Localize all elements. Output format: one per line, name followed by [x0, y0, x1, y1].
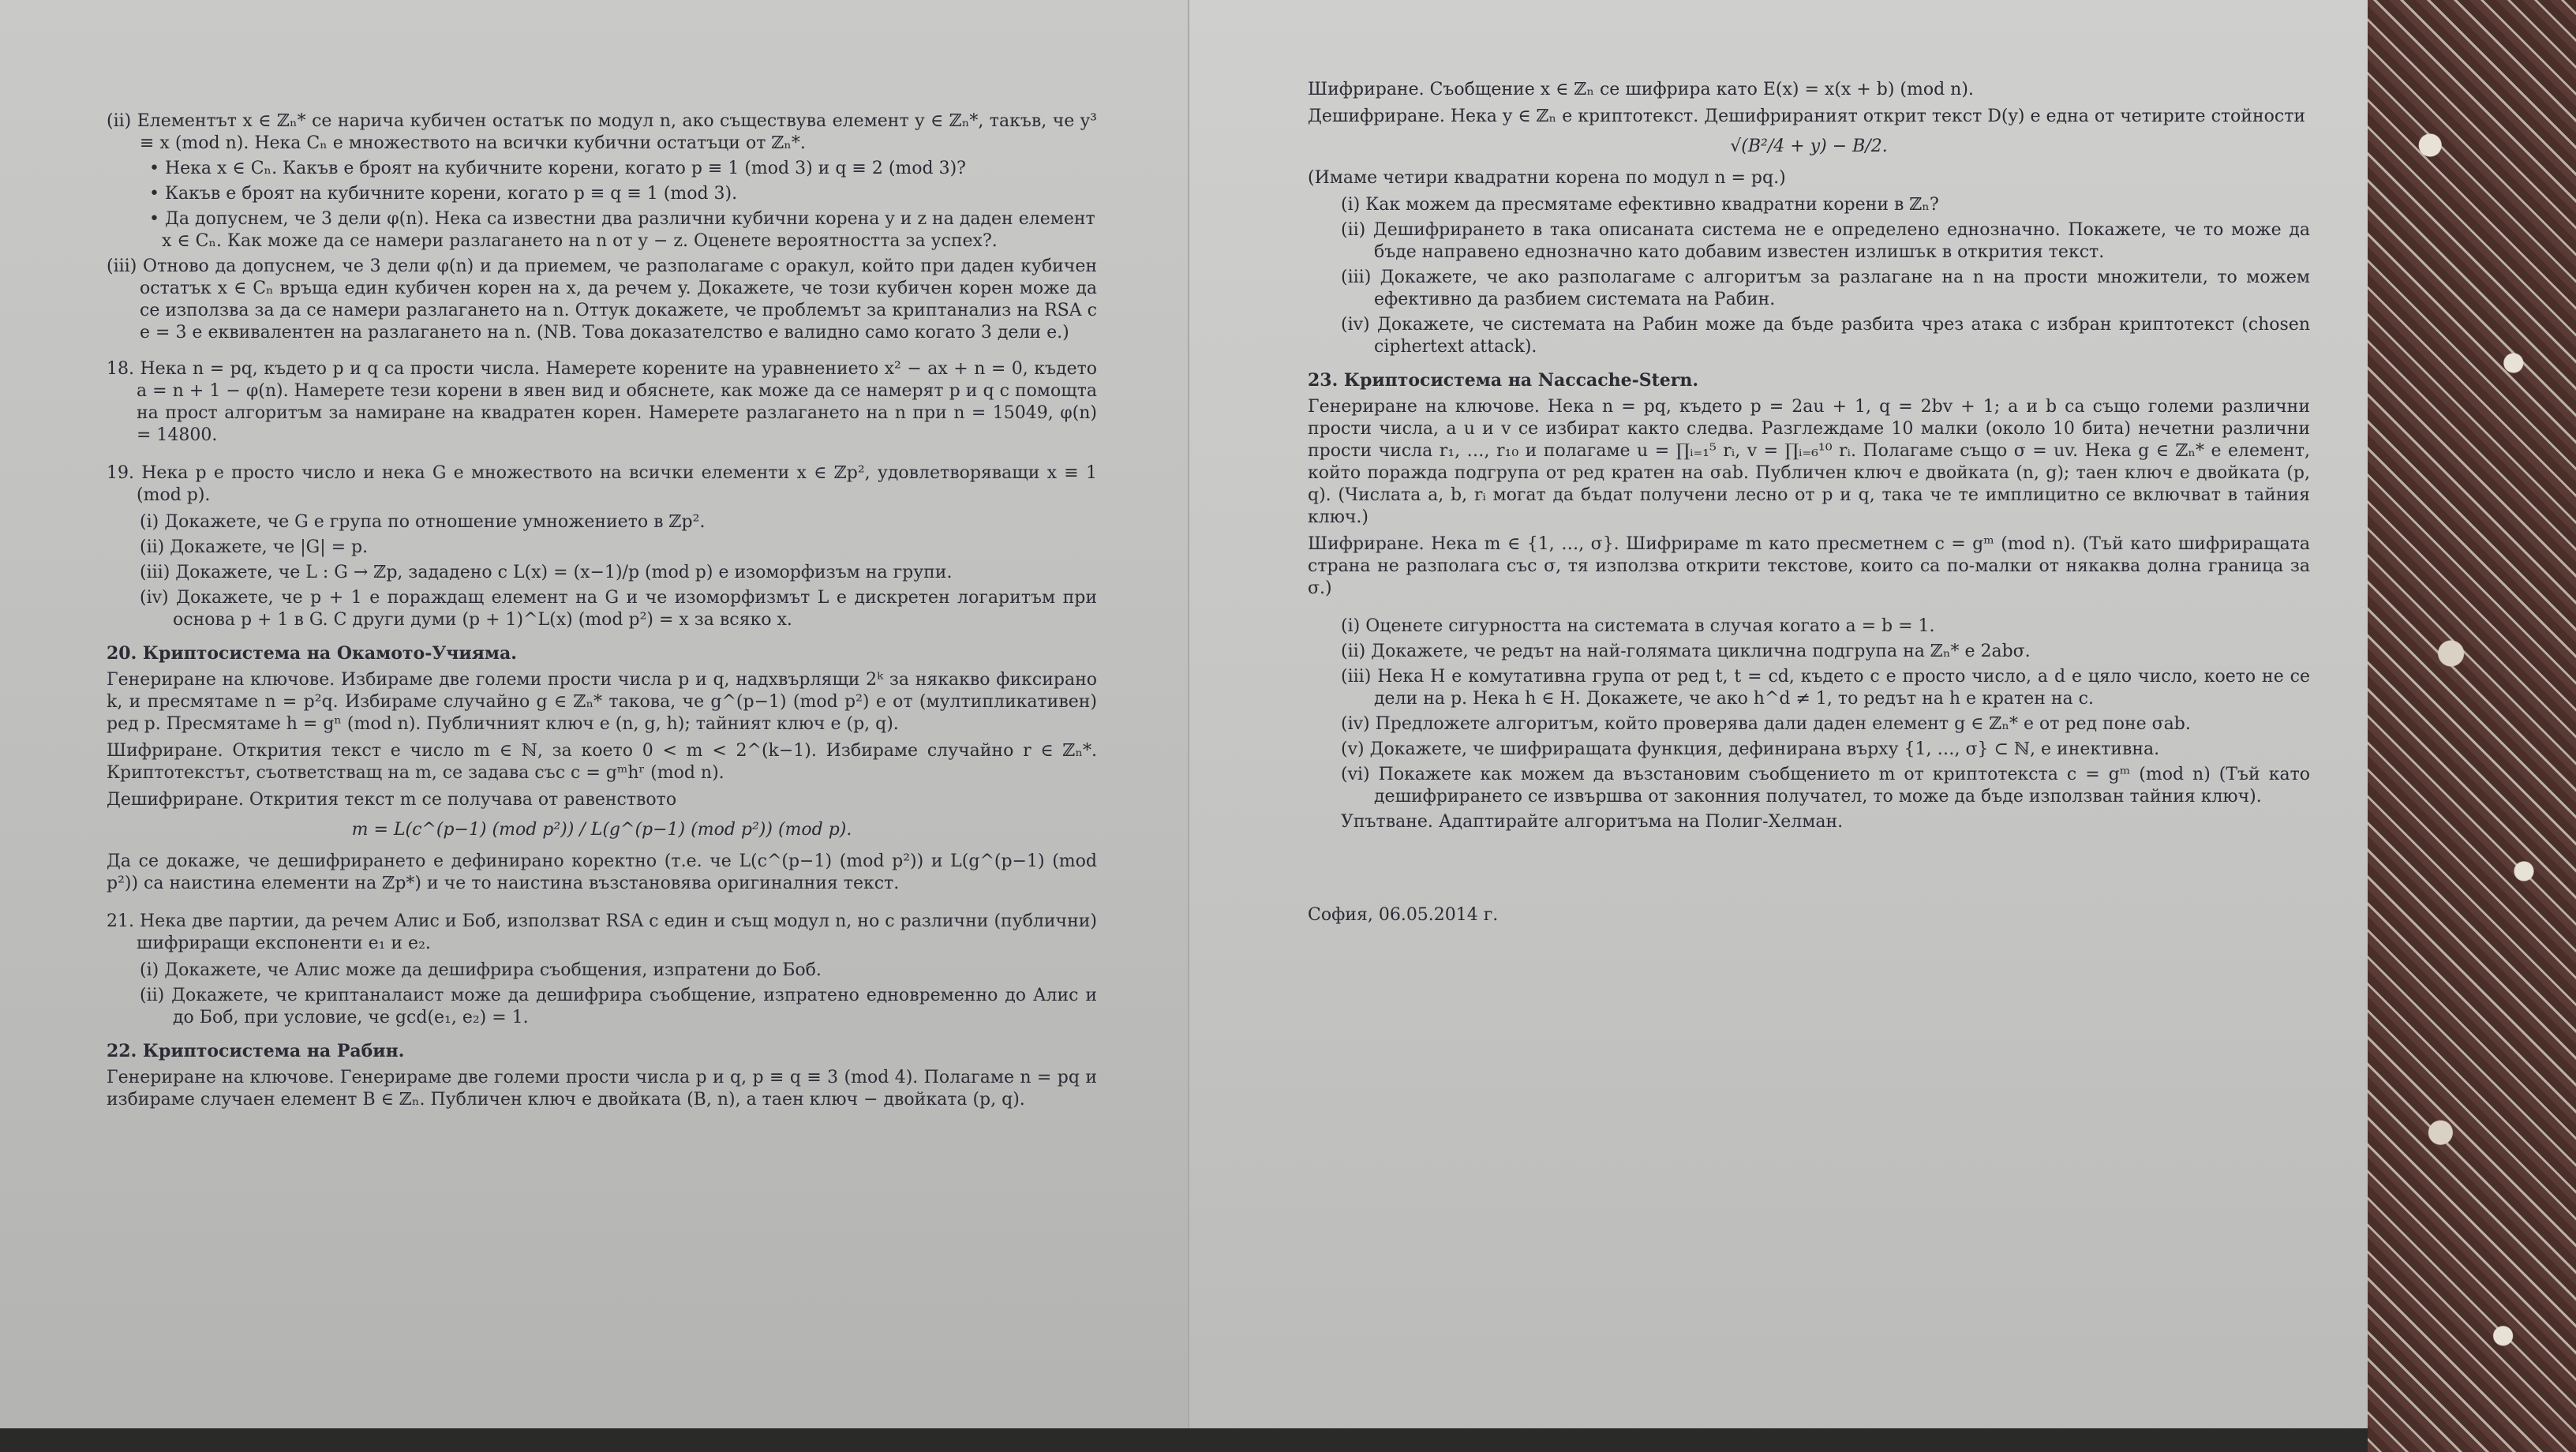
problem-20-keygen: Генериране на ключове. Избираме две големи прости числа p и q, надхвърлящи 2ᵏ за някакво фиксирано k, и пресмятаме n = p²q. Избираме случайно g ∈ ℤₙ* такова, че g^(p−1) (mod p²) е от (мултипликативен) ред p. Пресмятаме h = gⁿ (mod n). Публичният ключ е (n, g, h); тайният ключ е (p, q). — [107, 670, 1097, 734]
problem-23-hint: Упътване. Адаптирайте алгоритъма на Полиг-Хелман. — [1341, 812, 1844, 832]
problem-20-decryption: Дешифриране. Открития текст m се получава от равенството — [107, 790, 677, 810]
problem-22-iv: (iv) Докажете, че системата на Рабин може да бъде разбита чрез атака с избран криптотекст (chosen ciphertext attack). — [1341, 315, 2310, 357]
problem-23-i: (i) Оценете сигурността на системата в случая когато a = b = 1. — [1341, 616, 1935, 636]
rabin-decryption: Дешифриране. Нека y ∈ ℤₙ е криптотекст. Дешифрираният открит текст D(y) е една от четирите стойности — [1308, 107, 2306, 126]
problem-22-title: 22. Криптосистема на Рабин. — [107, 1041, 405, 1061]
problem-23-v: (v) Докажете, че шифриращата функция, дефинирана върху {1, …, σ} ⊂ ℕ, е инективна. — [1341, 739, 2160, 759]
left-page — [0, 0, 1188, 1444]
rabin-note: (Имаме четири квадратни корена по модул n = pq.) — [1308, 168, 1786, 188]
bullet-3: • Да допуснем, че 3 дели φ(n). Нека са известни два различни кубични корена y и z на даден елемент x ∈ Cₙ. Как може да се намери разлагането на n от y − z. Оценете вероятността за успех?. — [149, 209, 1095, 251]
document-date: София, 06.05.2014 г. — [1308, 905, 1499, 925]
right-column — [1308, 79, 2310, 931]
right-page — [1188, 0, 2369, 1444]
problem-22-i: (i) Как можем да пресмятаме ефективно квадратни корени в ℤₙ? — [1341, 195, 1939, 215]
problem-23-ii: (ii) Докажете, че редът на най-голямата циклична подгрупа на ℤₙ* е 2abσ. — [1341, 642, 2031, 661]
problem-22-keygen: Генериране на ключове. Генерираме две големи прости числа p и q, p ≡ q ≡ 3 (mod 4). Полагаме n = pq и избираме случаен елемент B ∈ ℤₙ. Публичен ключ е двойката (B, n), а таен ключ − двойката (p, q). — [107, 1068, 1097, 1110]
problem-23-title: 23. Криптосистема на Naccache-Stern. — [1308, 370, 1699, 391]
rabin-formula: √(B²/4 + y) − B/2. — [1730, 137, 1888, 156]
subitem-ii: (ii) Елементът x ∈ ℤₙ* се нарича кубичен остатък по модул n, ако съществува елемент y ∈ ℤₙ*, такъв, че y³ ≡ x (mod n). Нека Cₙ е множеството на всички кубични остатъци от ℤₙ*. — [107, 111, 1097, 153]
problem-23-encryption: Шифриране. Нека m ∈ {1, …, σ}. Шифрираме m като пресметнем c = gᵐ (mod n). (Тъй като шифриращата страна не разполага със σ, тя използва открити текстове, които са по-малки от някаква долна граница за σ.) — [1308, 534, 2310, 598]
problem-23-vi: (vi) Покажете как можем да възстановим съобщението m от криптотекста c = gᵐ (mod n) (Тъй като дешифрирането се извършва от законния получател, то може да бъде използван тайния ключ). — [1341, 765, 2310, 806]
problem-19-ii: (ii) Докажете, че |G| = p. — [140, 537, 369, 557]
desk-edge — [0, 1428, 2368, 1452]
bullet-2: • Какъв е броят на кубичните корени, когато p ≡ q ≡ 1 (mod 3). — [149, 184, 738, 204]
problem-23-keygen: Генериране на ключове. Нека n = pq, където p = 2au + 1, q = 2bv + 1; a и b са също големи различни прости числа, а u и v се избират както следва. Разглеждаме 10 малки (около 10 бита) нечетни различни прости числа r₁, …, r₁₀ и полагаме u = ∏ᵢ₌₁⁵ rᵢ, v = ∏ᵢ₌₆¹⁰ rᵢ. Полагаме също σ = uv. Нека g ∈ ℤₙ* е елемент, който поражда подгрупа от ред кратен на σab. Публичен ключ е двойката (n, g); таен ключ е двойката (p, q). (Числата a, b, rᵢ могат да бъдат получени лесно от p и q, така че те имплицитно се включват в тайния ключ.) — [1308, 397, 2310, 527]
problem-22-ii: (ii) Дешифрирането в така описаната система не е определено еднозначно. Покажете, че то може да бъде направено еднозначно като добавим известен излишък в открития текст. — [1341, 220, 2310, 262]
problem-20-note: Да се докаже, че дешифрирането е дефинирано коректно (т.е. че L(c^(p−1) (mod p²)) и L(g^(p−1) (mod p²)) са наистина елементи на ℤp*) и че то наистина възстановява оригиналния текст. — [107, 851, 1097, 893]
problem-21-ii: (ii) Докажете, че криптаналаист може да дешифрира съобщение, изпратено едновременно до Алис и до Боб, при условие, че gcd(e₁, e₂) = 1. — [140, 986, 1097, 1027]
problem-20-encryption: Шифриране. Открития текст е число m ∈ ℕ, за което 0 < m < 2^(k−1). Избираме случайно r ∈ ℤₙ*. Криптотекстът, съответстващ на m, се задава със c = gᵐhʳ (mod n). — [107, 741, 1097, 783]
problem-23-iii: (iii) Нека H е комутативна група от ред t, t = cd, където c е просто число, а d е цяло число, което не се дели на p. Нека h ∈ H. Докажете, че ако h^d ≠ 1, то редът на h е кратен на c. — [1341, 667, 2310, 709]
problem-20-title: 20. Криптосистема на Окамото-Учияма. — [107, 643, 517, 664]
problem-21: 21. Нека две партии, да речем Алис и Боб, използват RSA с един и същ модул n, но с различни (публични) шифриращи експоненти e₁ и e₂. — [107, 911, 1097, 953]
problem-20-formula: m = L(c^(p−1) (mod p²)) / L(g^(p−1) (mod p²)) (mod p). — [351, 820, 852, 840]
problem-21-i: (i) Докажете, че Алис може да дешифрира съобщения, изпратени до Боб. — [140, 960, 822, 980]
bullet-1: • Нека x ∈ Cₙ. Какъв е броят на кубичните корени, когато p ≡ 1 (mod 3) и q ≡ 2 (mod 3)? — [149, 159, 966, 178]
problem-18: 18. Нека n = pq, където p и q са прости числа. Намерете корените на уравнението x² − ax + n = 0, където a = n + 1 − φ(n). Намерете тези корени в явен вид и обяснете, как може да се намерят p и q с помощта на прост алгоритъм за намиране на квадратен корен. Намерете разлагането на n при n = 15049, φ(n) = 14800. — [107, 359, 1097, 445]
problem-23-iv: (iv) Предложете алгоритъм, който проверява дали даден елемент g ∈ ℤₙ* е от ред поне σab. — [1341, 714, 2191, 734]
rabin-encryption: Шифриране. Съобщение x ∈ ℤₙ се шифрира като E(x) = x(x + b) (mod n). — [1308, 80, 1974, 99]
left-column — [107, 110, 1097, 1116]
problem-19-iv: (iv) Докажете, че p + 1 е пораждащ елемент на G и че изоморфизмът L е дискретен логаритъм при основа p + 1 в G. С други думи (p + 1)^L(x) (mod p²) = x за всяко x. — [140, 588, 1097, 630]
problem-22-iii: (iii) Докажете, че ако разполагаме с алгоритъм за разлагане на n на прости множители, то можем ефективно да разбием системата на Рабин. — [1341, 268, 2310, 309]
lace-tablecloth — [2368, 0, 2576, 1452]
subitem-iii: (iii) Отново да допуснем, че 3 дели φ(n) и да приемем, че разполагаме с оракул, който при даден кубичен остатък x ∈ Cₙ връща един кубичен корен на x, да речем y. Докажете, че този кубичен корен може да се използва за да се намери разлагането на n. Оттук докажете, че проблемът за криптанализ на RSA с e = 3 е еквивалентен на разлагането на n. (NB. Това доказателство е валидно само когато 3 дели e.) — [107, 256, 1097, 342]
problem-19: 19. Нека p е просто число и нека G е множеството на всички елементи x ∈ ℤp², удовлетворяващи x ≡ 1 (mod p). — [107, 463, 1097, 505]
problem-19-i: (i) Докажете, че G е група по отношение умножението в ℤp². — [140, 512, 706, 532]
problem-19-iii: (iii) Докажете, че L : G → ℤp, зададено с L(x) = (x−1)/p (mod p) е изоморфизъм на групи. — [140, 563, 953, 582]
